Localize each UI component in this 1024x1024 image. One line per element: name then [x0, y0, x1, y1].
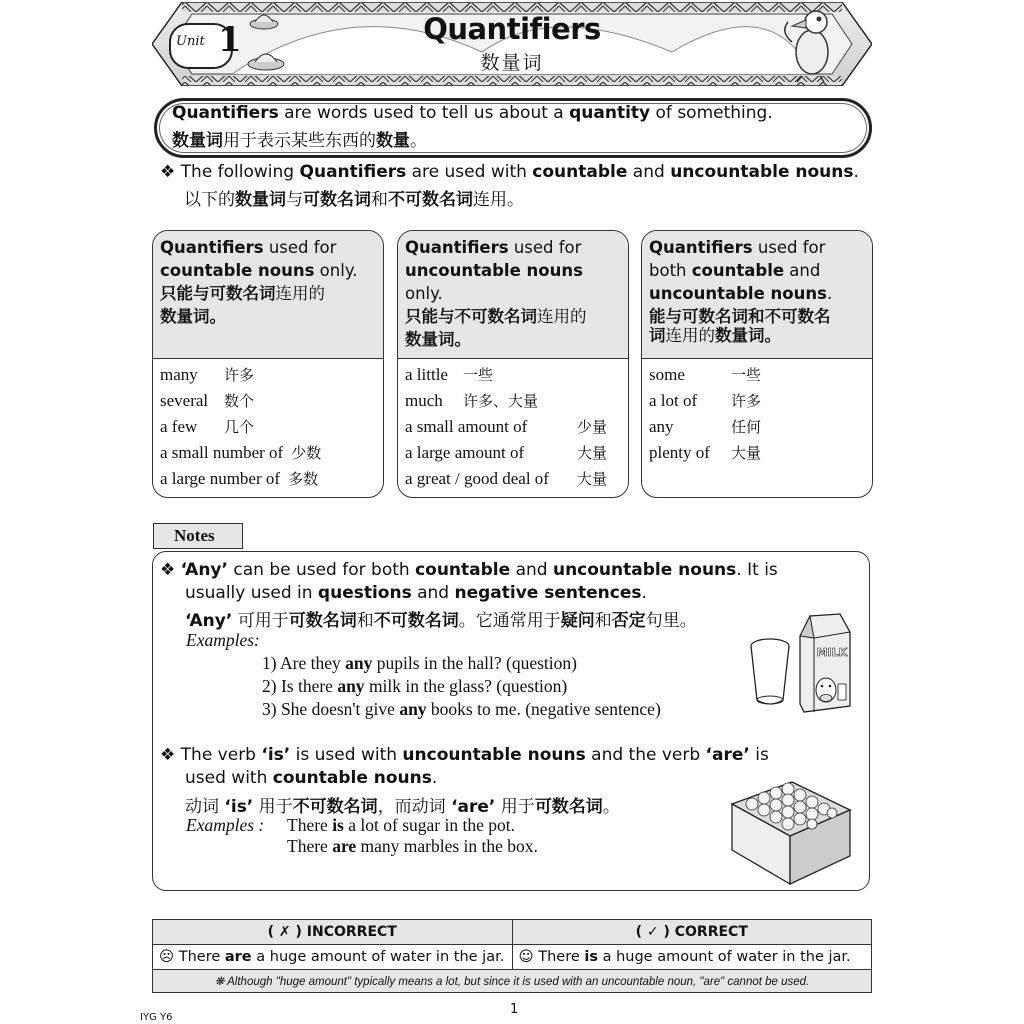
- term: uncountable nouns: [649, 284, 827, 303]
- term: is: [584, 949, 598, 965]
- text: and: [411, 583, 455, 603]
- page-number: 1: [510, 1002, 519, 1017]
- definition-zh: [172, 126, 427, 151]
- text: 连用的: [537, 307, 587, 326]
- text: both: [649, 261, 692, 280]
- quantifier-en: several: [160, 391, 209, 410]
- any-rule-line2: [185, 583, 647, 603]
- quantifier-zh: 数个: [224, 392, 255, 410]
- text: 2) Is there: [262, 676, 338, 696]
- list-item: [405, 414, 621, 440]
- term: 可数名词: [303, 190, 371, 210]
- quantifier-en: a small number of: [160, 443, 284, 462]
- countable-quantifiers-card: [152, 230, 384, 498]
- term: ‘are’: [705, 745, 750, 765]
- term: 不可数名词: [388, 190, 473, 210]
- text: 用于: [495, 797, 535, 817]
- term: 数量词。: [405, 330, 471, 349]
- quantifier-en: a little: [405, 365, 448, 384]
- list-item: [405, 362, 621, 388]
- correct-header: ( ✓ ) CORRECT: [512, 920, 872, 945]
- text: 用于: [253, 797, 293, 817]
- text: used for: [508, 238, 582, 257]
- list-item: [649, 414, 865, 440]
- term: uncountable nouns: [670, 162, 854, 182]
- milk-label: MILK: [816, 646, 848, 659]
- text: 1) Are they: [262, 653, 346, 673]
- quantifier-en: much: [405, 391, 443, 410]
- text: . It is: [736, 560, 778, 580]
- both-quantifiers-card: [641, 230, 873, 498]
- text: .: [853, 162, 859, 182]
- text: a lot of sugar in the pot.: [343, 815, 515, 835]
- quantifier-en: many: [160, 365, 198, 384]
- list-item: [160, 440, 376, 466]
- notes-tab: Notes: [153, 523, 243, 549]
- quantifier-en: a large amount of: [405, 443, 525, 462]
- text: books to me. (negative sentence): [426, 699, 661, 719]
- quantifier-en: a few: [160, 417, 198, 436]
- term: countable nouns: [272, 768, 432, 788]
- quantifier-en: some: [649, 365, 685, 384]
- term: 数量词: [172, 131, 223, 151]
- text: are words used to tell us about a: [278, 103, 570, 123]
- text: There: [287, 815, 333, 835]
- intro-zh: [184, 185, 524, 210]
- term: is: [332, 815, 344, 835]
- quantifier-zh: 大量: [577, 444, 608, 462]
- list-item: [649, 440, 865, 466]
- quantifier-zh: 许多: [731, 392, 762, 410]
- text: There: [174, 949, 225, 965]
- term: 只能与可数名词: [160, 284, 276, 303]
- text: a huge amount of water in the jar.: [251, 949, 505, 965]
- verb-rule-line2: [185, 768, 437, 788]
- correct-sentence: [512, 945, 872, 970]
- list-item: [405, 388, 621, 414]
- term: are: [224, 949, 252, 965]
- examples-label: Examples :: [186, 815, 265, 835]
- term: ‘are’: [451, 797, 496, 817]
- text: 和: [371, 190, 388, 210]
- term: countable nouns: [160, 261, 315, 280]
- example-sentence: [287, 836, 538, 857]
- text: and: [784, 261, 821, 280]
- footer-code: IYG Y6: [140, 1012, 173, 1023]
- term: 疑问: [560, 611, 595, 631]
- text: The following: [175, 162, 300, 182]
- text: many marbles in the box.: [356, 836, 538, 856]
- text: only.: [405, 284, 443, 303]
- text: 。: [602, 797, 620, 817]
- text: a huge amount of water in the jar.: [597, 949, 851, 965]
- term: 可数名词: [534, 797, 603, 817]
- example-sentence: [262, 676, 567, 697]
- text: 。: [410, 131, 427, 151]
- text: used for: [263, 238, 337, 257]
- explanation-note: ❋ Although "huge amount" typically means a lot, but since it is used with an uncountable noun, "are" cannot be used.: [153, 970, 872, 993]
- example-sentence: [262, 699, 661, 720]
- term: questions: [317, 583, 412, 603]
- term: countable: [691, 261, 785, 280]
- quantifier-zh: 一些: [731, 366, 762, 384]
- term: uncountable nouns: [552, 560, 737, 580]
- text: 与: [286, 190, 303, 210]
- quantifier-zh: 大量: [731, 444, 762, 462]
- marble-box-icon: [728, 780, 854, 888]
- glass-icon: [751, 639, 789, 704]
- term: 数量词: [235, 190, 286, 210]
- page-title: Quantifiers: [423, 12, 601, 46]
- term: ‘Any’: [180, 560, 228, 580]
- term: Quantifiers: [172, 103, 279, 123]
- term: 可数名词: [288, 611, 357, 631]
- text: and: [510, 560, 553, 580]
- diamond-bullet-icon: ❖: [160, 162, 176, 182]
- term: are: [332, 836, 357, 856]
- text: ，而动词: [377, 797, 452, 817]
- text: 。它通常用于: [458, 611, 561, 631]
- list-item: [649, 388, 865, 414]
- diamond-bullet-icon: ❖: [160, 560, 176, 580]
- card-header: [153, 231, 383, 359]
- quantifier-zh: 任何: [731, 418, 762, 436]
- text: of something.: [650, 103, 773, 123]
- term: 词: [649, 326, 666, 345]
- card-list: [153, 359, 383, 495]
- list-item: [405, 440, 621, 466]
- text: used with: [185, 768, 273, 788]
- text: used for: [752, 238, 826, 257]
- quantifier-en: a large number of: [160, 469, 281, 488]
- definition-en: [172, 103, 773, 123]
- text: The verb: [175, 745, 262, 765]
- card-header: [642, 231, 872, 359]
- term: countable: [415, 560, 511, 580]
- term: negative sentences: [454, 583, 642, 603]
- card-header: [398, 231, 628, 359]
- quantifier-en: a great / good deal of: [405, 469, 549, 488]
- text: 3) She doesn't give: [262, 699, 400, 719]
- any-rule-line1: [160, 560, 778, 580]
- text: milk in the glass? (question): [364, 676, 568, 696]
- card-list: [642, 359, 872, 469]
- quantifier-zh: 大量: [577, 470, 608, 488]
- text: 句里。: [645, 611, 697, 631]
- quantifier-zh: 许多、大量: [463, 392, 539, 410]
- term: Quantifiers: [405, 238, 509, 257]
- diamond-bullet-icon: ❖: [160, 745, 176, 765]
- text: There: [533, 949, 585, 965]
- text: can be used for both: [227, 560, 416, 580]
- term: 不可数名词: [373, 611, 459, 631]
- term: quantity: [569, 103, 651, 123]
- intro-en: [160, 162, 859, 182]
- term: uncountable nouns: [405, 261, 583, 280]
- text: 连用。: [473, 190, 524, 210]
- comparison-table: [152, 919, 872, 993]
- term: any: [399, 699, 427, 719]
- text: 以下的: [184, 190, 235, 210]
- term: uncountable nouns: [402, 745, 586, 765]
- term: 数量词。: [160, 307, 226, 326]
- text: 连用的: [665, 326, 715, 345]
- unit-number: 1: [218, 20, 242, 60]
- text: 用于表示某些东西的: [223, 131, 376, 151]
- any-rule-zh: [185, 606, 697, 631]
- examples-label: Examples:: [186, 630, 260, 650]
- text: is used with: [290, 745, 403, 765]
- verb-rule-zh: [185, 792, 620, 817]
- quantifier-en: plenty of: [649, 443, 710, 462]
- verb-rule-line1: [160, 745, 769, 765]
- list-item: [160, 388, 376, 414]
- term: countable: [532, 162, 628, 182]
- term: ‘Any’: [185, 611, 233, 631]
- term: 否定: [611, 611, 646, 631]
- text: usually used in: [185, 583, 318, 603]
- page-title-zh: 数量词: [480, 52, 544, 74]
- example-sentence: [262, 653, 577, 674]
- sad-face-icon: ☹: [159, 949, 175, 965]
- quantifier-en: a small amount of: [405, 417, 528, 436]
- term: 只能与不可数名词: [405, 307, 537, 326]
- quantifier-en: any: [649, 417, 674, 436]
- term: ‘is’: [261, 745, 291, 765]
- quantifier-zh: 多数: [288, 470, 319, 488]
- text: There: [287, 836, 333, 856]
- quantifier-zh: 一些: [463, 366, 494, 384]
- text: .: [641, 583, 647, 603]
- text: is: [749, 745, 769, 765]
- term: Quantifiers: [649, 238, 753, 257]
- list-item: [649, 362, 865, 388]
- term: Quantifiers: [299, 162, 407, 182]
- milk-carton-icon: [800, 614, 850, 712]
- smile-face-icon: ☺: [518, 949, 534, 965]
- list-item: [160, 466, 376, 492]
- text: 和: [356, 611, 374, 631]
- list-item: [160, 414, 376, 440]
- term: ‘is’: [224, 797, 254, 817]
- unit-label: Unit: [176, 34, 205, 49]
- term: any: [345, 653, 373, 673]
- quantifier-zh: 许多: [224, 366, 255, 384]
- milk-glass-illustration: [748, 612, 854, 714]
- text: 可用于: [232, 611, 289, 631]
- text: pupils in the hall? (question): [372, 653, 577, 673]
- text: and: [627, 162, 671, 182]
- quantifier-zh: 几个: [224, 418, 255, 436]
- text: only.: [314, 261, 358, 280]
- text: and the verb: [585, 745, 706, 765]
- term: 不可数名词: [292, 797, 378, 817]
- text: 和: [594, 611, 612, 631]
- list-item: [405, 466, 621, 492]
- quantifier-zh: 少数: [291, 444, 322, 462]
- term: 能与可数名词和不可数名: [649, 307, 831, 326]
- incorrect-header: ( ✗ ) INCORRECT: [153, 920, 513, 945]
- term: any: [337, 676, 365, 696]
- uncountable-quantifiers-card: [397, 230, 629, 498]
- term: 数量词。: [715, 326, 781, 345]
- term: 数量: [376, 131, 410, 151]
- text: are used with: [406, 162, 533, 182]
- text: 动词: [185, 797, 225, 817]
- term: Quantifiers: [160, 238, 264, 257]
- text: 连用的: [275, 284, 325, 303]
- list-item: [160, 362, 376, 388]
- quantifier-zh: 少量: [577, 418, 608, 436]
- text: .: [431, 768, 438, 788]
- incorrect-sentence: [153, 945, 513, 970]
- quantifier-en: a lot of: [649, 391, 698, 410]
- text: .: [826, 284, 833, 303]
- example-sentence: [287, 815, 515, 836]
- card-list: [398, 359, 628, 495]
